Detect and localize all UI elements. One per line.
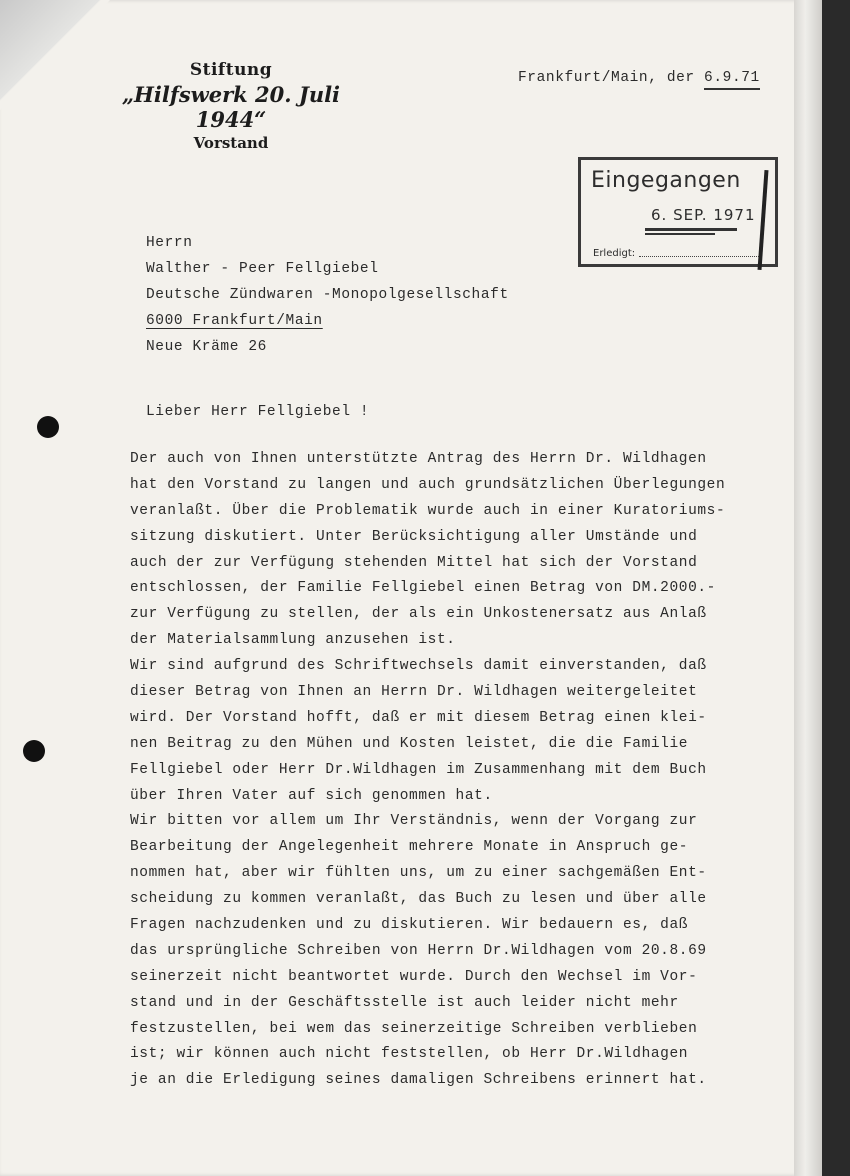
body-line: der Materialsammlung anzusehen ist. bbox=[130, 632, 456, 649]
address-city: 6000 Frankfurt/Main bbox=[146, 313, 323, 329]
letterhead bbox=[86, 60, 376, 152]
body-line: zur Verfügung zu stellen, der als ein Unkostenersatz aus Anlaß bbox=[130, 606, 707, 623]
body-line: stand und in der Geschäftsstelle ist auch leider nicht mehr bbox=[130, 994, 679, 1011]
punch-hole-top bbox=[37, 416, 59, 438]
address-company: Deutsche Zündwaren -Monopolgesellschaft bbox=[146, 287, 509, 303]
stamp-erledigt-line bbox=[639, 256, 759, 257]
address-street: Neue Kräme 26 bbox=[146, 339, 267, 355]
body-line: entschlossen, der Familie Fellgiebel einen Betrag von DM.2000.- bbox=[130, 580, 716, 597]
body-line: Fragen nachzudenken und zu diskutieren. Wir bedauern es, daß bbox=[130, 917, 689, 934]
body-line: ist; wir können auch nicht feststellen, ob Herr Dr.Wildhagen bbox=[130, 1046, 689, 1063]
body-line: veranlaßt. Über die Problematik wurde auch in einer Kuratoriums- bbox=[130, 502, 726, 519]
body-line: festzustellen, bei wem das seinerzeitige Schreiben verblieben bbox=[130, 1020, 698, 1037]
body-line: Wir sind aufgrund des Schriftwechsels damit einverstanden, daß bbox=[130, 658, 707, 675]
received-stamp bbox=[578, 157, 778, 267]
body-line: wird. Der Vorstand hofft, daß er mit diesem Betrag einen klei- bbox=[130, 709, 707, 726]
stamp-date-underline-2 bbox=[645, 233, 715, 235]
dateline-prefix: Frankfurt/Main, der bbox=[518, 70, 695, 86]
body-line: sitzung diskutiert. Unter Berücksichtigung aller Umstände und bbox=[130, 528, 698, 545]
body-line: Der auch von Ihnen unterstützte Antrag des Herrn Dr. Wildhagen bbox=[130, 451, 707, 467]
address-name: Walther - Peer Fellgiebel bbox=[146, 261, 379, 277]
dateline-date: 6.9.71 bbox=[704, 70, 760, 90]
address-salutation: Herrn bbox=[146, 235, 193, 251]
body-line: das ursprüngliche Schreiben von Herrn Dr.Wildhagen vom 20.8.69 bbox=[130, 942, 707, 959]
body-line: Bearbeitung der Angelegenheit mehrere Monate in Anspruch ge- bbox=[130, 839, 689, 856]
greeting: Lieber Herr Fellgiebel ! bbox=[146, 404, 370, 420]
stamp-date-underline bbox=[645, 228, 737, 231]
stamp-erledigt-label: Erledigt: bbox=[593, 248, 636, 259]
body-line: Fellgiebel oder Herr Dr.Wildhagen im Zusammenhang mit dem Buch bbox=[130, 761, 707, 778]
body-line: auch der zur Verfügung stehenden Mittel hat sich der Vorstand bbox=[130, 554, 698, 571]
dateline bbox=[518, 70, 760, 86]
recipient-address bbox=[146, 232, 509, 362]
body-line: dieser Betrag von Ihnen an Herrn Dr. Wildhagen weitergeleitet bbox=[130, 684, 698, 701]
pen-mark bbox=[758, 170, 769, 270]
letter-body bbox=[130, 448, 725, 1095]
body-line: seinerzeit nicht beantwortet wurde. Durch den Wechsel im Vor- bbox=[130, 968, 698, 985]
body-line: nen Beitrag zu den Mühen und Kosten leistet, die die Familie bbox=[130, 735, 689, 752]
body-line: über Ihren Vater auf sich genommen hat. bbox=[130, 787, 493, 804]
letterhead-line-2: „Hilfswerk 20. Juli 1944“ bbox=[121, 82, 341, 132]
body-line: Wir bitten vor allem um Ihr Verständnis, wenn der Vorgang zur bbox=[130, 813, 698, 830]
letterhead-line-3: Vorstand bbox=[193, 134, 269, 152]
body-line: nommen hat, aber wir fühlten uns, um zu einer sachgemäßen Ent- bbox=[130, 865, 707, 882]
stamp-date: 6. SEP. 1971 bbox=[651, 206, 756, 224]
punch-hole-bottom bbox=[23, 740, 45, 762]
letterhead-line-1: Stiftung bbox=[189, 60, 273, 80]
body-line: hat den Vorstand zu langen und auch grundsätzlichen Überlegungen bbox=[130, 476, 726, 493]
page-edge bbox=[794, 0, 822, 1176]
body-line: je an die Erledigung seines damaligen Schreibens erinnert hat. bbox=[130, 1072, 707, 1089]
stamp-title: Eingegangen bbox=[591, 168, 741, 193]
body-line: scheidung zu kommen veranlaßt, das Buch zu lesen und über alle bbox=[130, 891, 707, 908]
